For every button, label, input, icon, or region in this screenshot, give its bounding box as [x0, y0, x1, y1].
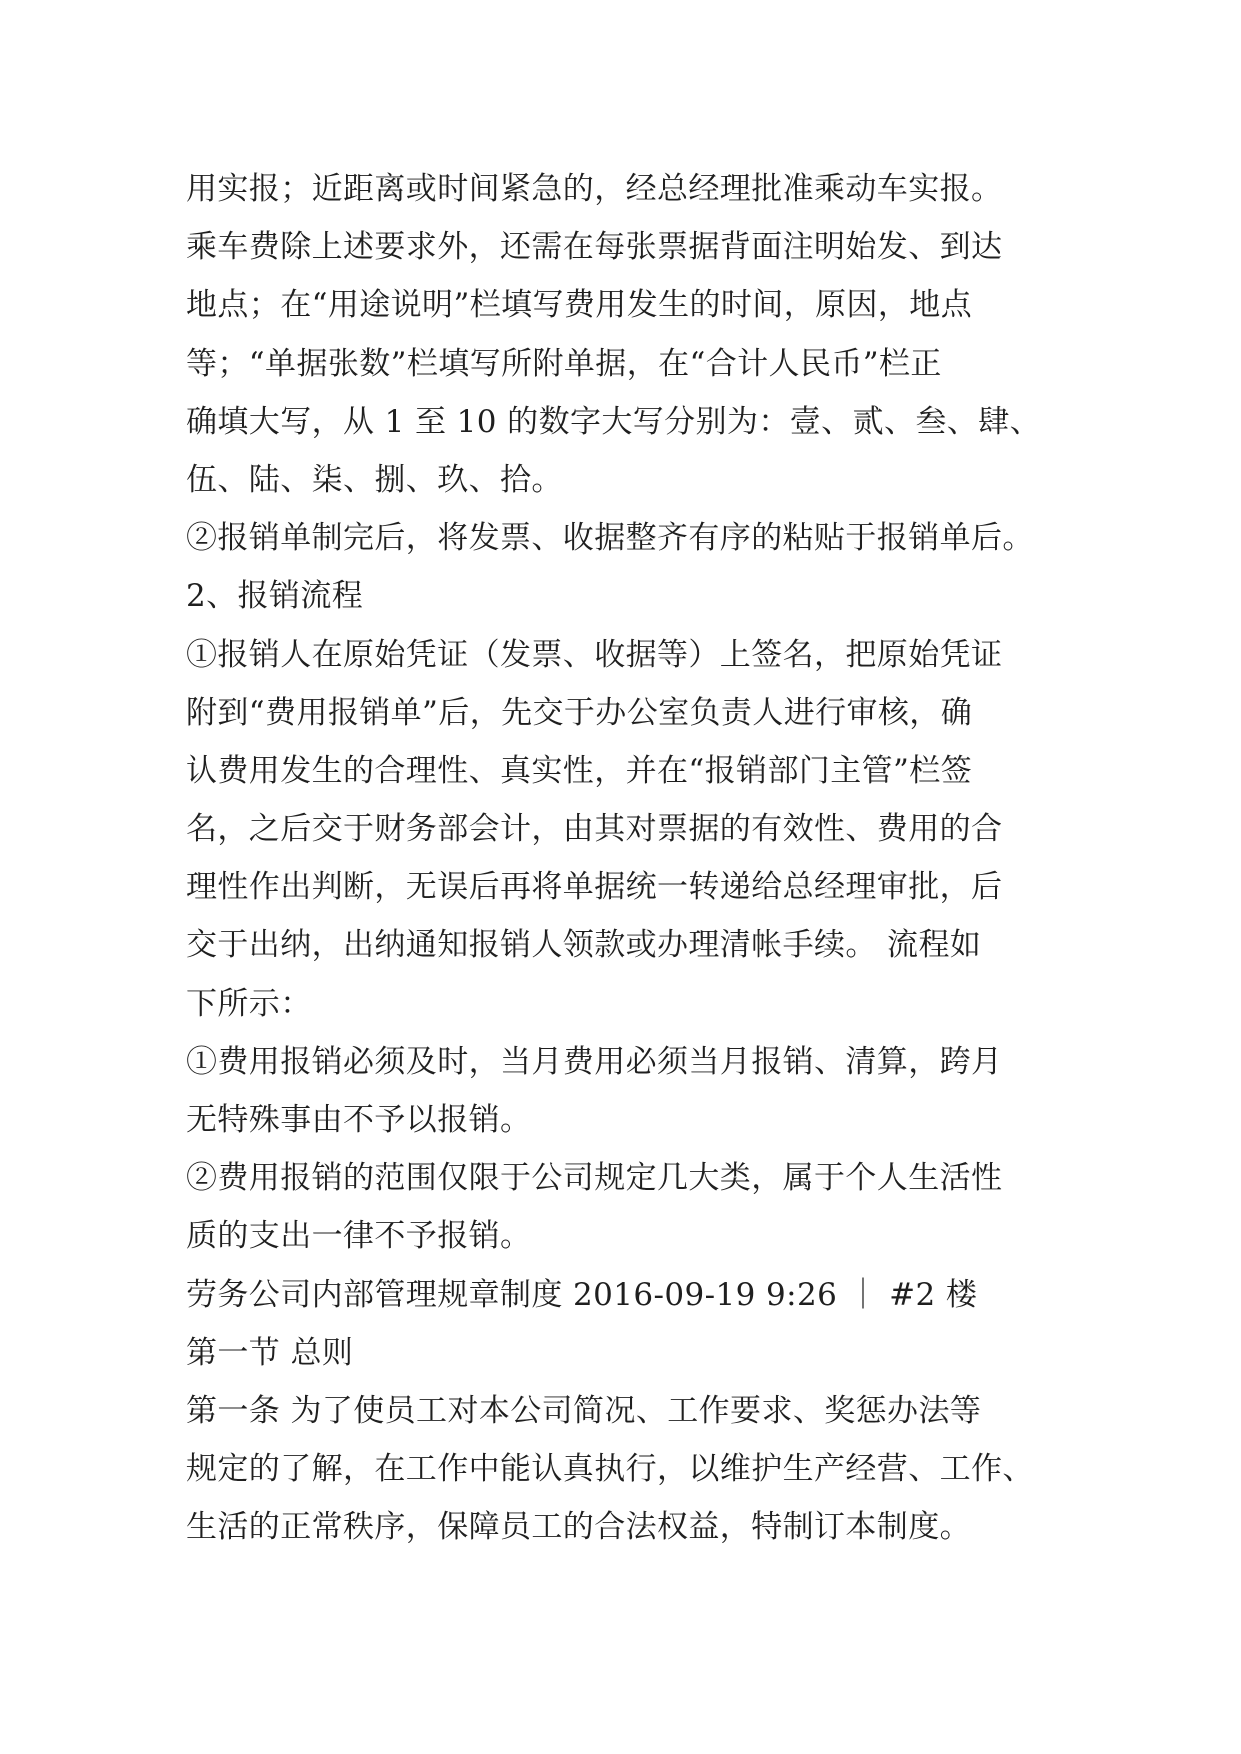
text-line: 理性作出判断，无误后再将单据统一转递给总经理审批，后 — [186, 869, 1003, 906]
text-line: 地点；在“用途说明”栏填写费用发生的时间，原因，地点 — [186, 287, 973, 324]
text-line: 附到“费用报销单”后，先交于办公室负责人进行审核，确 — [186, 694, 973, 731]
post-header: 劳务公司内部管理规章制度 2016-09-19 9:26 ｜ #2 楼 — [186, 1276, 978, 1313]
text-line: 用实报；近距离或时间紧急的，经总经理批准乘动车实报。 — [186, 171, 1003, 207]
text-line: 乘车费除上述要求外，还需在每张票据背面注明始发、到达 — [186, 229, 1003, 266]
text-line: ①费用报销必须及时，当月费用必须当月报销、清算，跨月 — [186, 1043, 1003, 1080]
text-line: 伍、陆、柒、捌、玖、拾。 — [186, 461, 563, 498]
text-line: 确填大写，从 1 至 10 的数字大写分别为：壹、贰、叁、肆、 — [186, 403, 1041, 440]
document-body — [186, 160, 1066, 1557]
text-line: 第一条 为了使员工对本公司简况、工作要求、奖惩办法等 — [186, 1392, 982, 1429]
text-line: 认费用发生的合理性、真实性，并在“报销部门主管”栏签 — [186, 752, 973, 789]
text-line: 规定的了解，在工作中能认真执行，以维护生产经营、工作、 — [186, 1451, 1034, 1488]
text-line: ②费用报销的范围仅限于公司规定几大类，属于个人生活性 — [186, 1160, 1003, 1197]
text-line: 无特殊事由不予以报销。 — [186, 1102, 532, 1138]
text-line: 质的支出一律不予报销。 — [186, 1218, 532, 1255]
text-line: 等；“单据张数”栏填写所附单据，在“合计人民币”栏正 — [186, 345, 942, 382]
text-line: 下所示： — [186, 985, 312, 1022]
text-line: ②报销单制完后，将发票、收据整齐有序的粘贴于报销单后。 — [186, 520, 1034, 557]
section-heading: 第一节 总则 — [186, 1334, 354, 1371]
text-line: ①报销人在原始凭证（发票、收据等）上签名，把原始凭证 — [186, 636, 1003, 673]
text-line: 生活的正常秩序，保障员工的合法权益，特制订本制度。 — [186, 1509, 971, 1546]
section-heading: 2、报销流程 — [186, 578, 364, 615]
text-line: 名，之后交于财务部会计，由其对票据的有效性、费用的合 — [186, 811, 1003, 848]
text-line: 交于出纳，出纳通知报销人领款或办理清帐手续。 流程如 — [186, 927, 982, 964]
